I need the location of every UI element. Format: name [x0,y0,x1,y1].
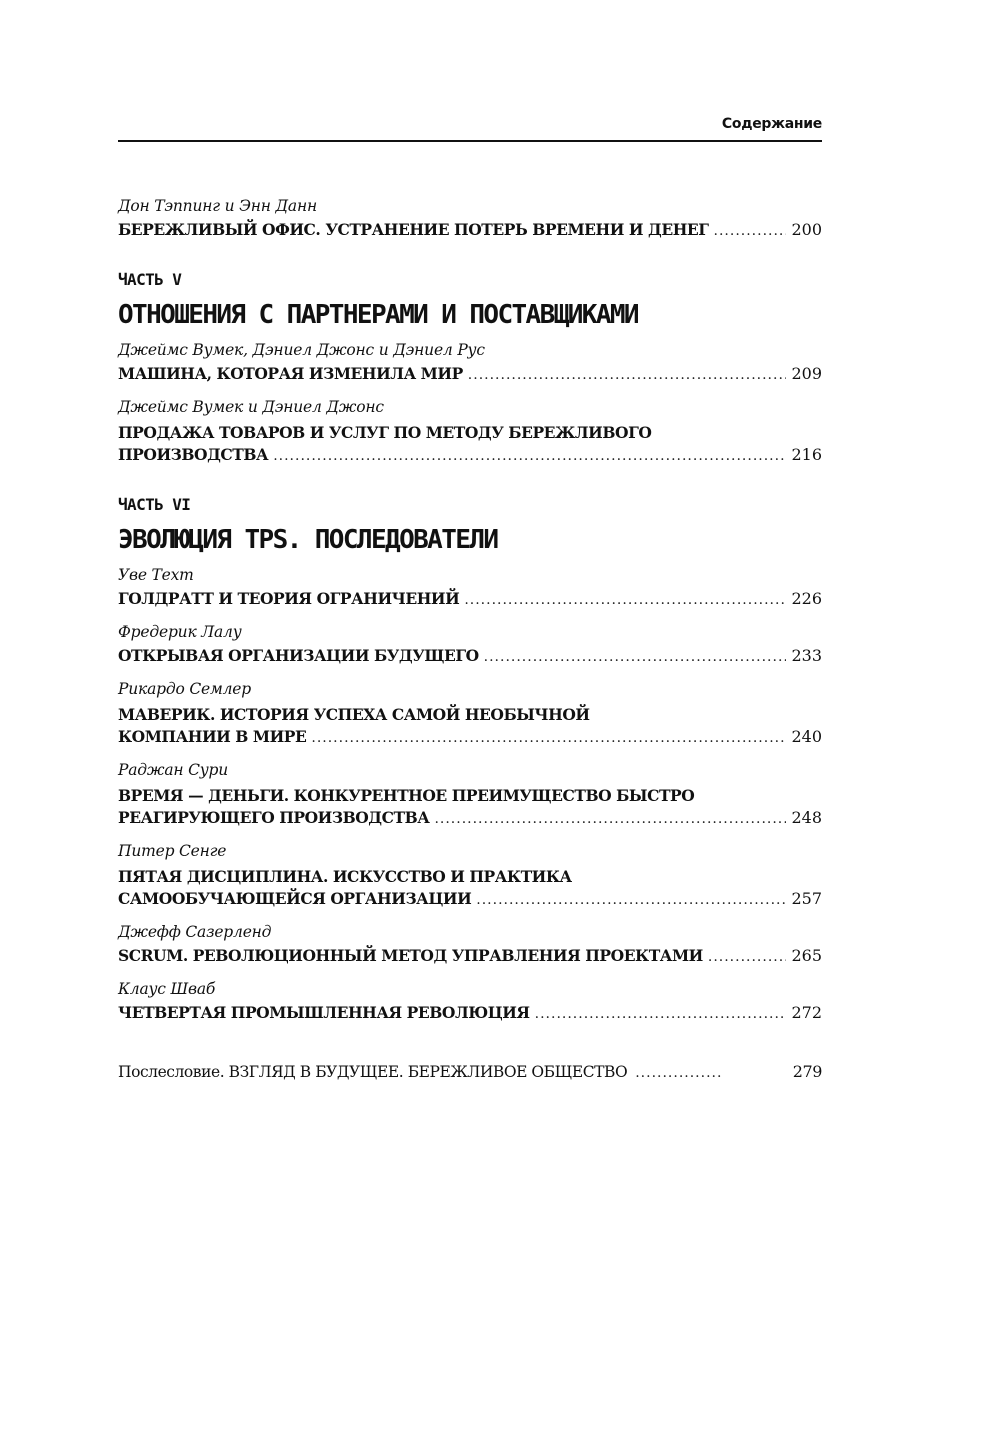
entry-author: Рикардо Семлер [118,680,251,698]
page-number: 272 [791,1003,822,1022]
toc-entry[interactable] [118,678,822,746]
leader-dots [708,949,787,965]
leader-dots [311,730,786,746]
entry-title-line: МАВЕРИК. ИСТОРИЯ УСПЕХА САМОЙ НЕОБЫЧНОЙ [118,705,590,724]
entry-author: Уве Техт [118,566,194,584]
entry-author: Дон Тэппинг и Энн Данн [118,197,317,215]
entry-row [118,445,822,464]
entry-row [118,589,822,608]
part-label: ЧАСТЬ VI [118,495,191,514]
entry-title: SCRUM. РЕВОЛЮЦИОННЫЙ МЕТОД УПРАВЛЕНИЯ ПРОЕКТАМИ [118,946,703,965]
page-number: 240 [791,727,822,746]
toc-entry[interactable] [118,195,822,239]
table-of-contents [118,195,822,1081]
entry-row [118,364,822,383]
entry-title-line: ПЯТАЯ ДИСЦИПЛИНА. ИСКУССТВО И ПРАКТИКА [118,867,572,886]
entry-title: РЕАГИРУЮЩЕГО ПРОИЗВОДСТВА [118,808,430,827]
toc-entry[interactable] [118,621,822,665]
entry-row [118,727,822,746]
entry-author: Питер Сенге [118,842,227,860]
entry-author: Фредерик Лалу [118,623,242,641]
leader-dots [476,892,786,908]
entry-row [118,1003,822,1022]
part-title: ЭВОЛЮЦИЯ TPS. ПОСЛЕДОВАТЕЛИ [118,525,498,555]
part-label: ЧАСТЬ V [118,270,182,289]
afterword-title: Послесловие. ВЗГЛЯД В БУДУЩЕЕ. БЕРЕЖЛИВОЕ ОБЩЕСТВО [118,1063,628,1081]
leader-dots [464,592,786,608]
page-number: 209 [791,364,822,383]
header-rule [118,140,822,142]
entry-title-line: ВРЕМЯ — ДЕНЬГИ. КОНКУРЕНТНОЕ ПРЕИМУЩЕСТВО БЫСТРО [118,786,695,805]
entry-title: БЕРЕЖЛИВЫЙ ОФИС. УСТРАНЕНИЕ ПОТЕРЬ ВРЕМЕНИ И ДЕНЕГ [118,220,709,239]
entry-row [118,946,822,965]
leader-dots [535,1006,787,1022]
page-number: 216 [791,445,822,464]
toc-entry[interactable] [118,921,822,965]
leader-dots [714,223,787,239]
leader-dots [635,1065,723,1081]
page-number: 265 [791,946,822,965]
entry-author: Джеймс Вумек и Дэниел Джонс [118,398,384,416]
page-number: 233 [791,646,822,665]
leader-dots [468,367,787,383]
entry-row [118,889,822,908]
page-number: 226 [791,589,822,608]
entry-title: МАШИНА, КОТОРАЯ ИЗМЕНИЛА МИР [118,364,463,383]
toc-entry[interactable] [118,564,822,608]
entry-title: САМООБУЧАЮЩЕЙСЯ ОРГАНИЗАЦИИ [118,889,472,908]
afterword-entry[interactable] [118,1062,822,1081]
entry-title: КОМПАНИИ В МИРЕ [118,727,307,746]
entry-title: ПРОИЗВОДСТВА [118,445,269,464]
entry-author: Джеймс Вумек, Дэниел Джонс и Дэниел Рус [118,341,485,359]
toc-entry[interactable] [118,339,822,383]
page-number: 200 [791,220,822,239]
running-head: Содержание [721,116,822,132]
entry-author: Клаус Шваб [118,980,216,998]
toc-entry[interactable] [118,840,822,908]
entry-author: Раджан Сури [118,761,229,779]
entry-title-line: ПРОДАЖА ТОВАРОВ И УСЛУГ ПО МЕТОДУ БЕРЕЖЛИВОГО [118,423,652,442]
top-entries [118,195,822,239]
leader-dots [434,811,786,827]
entry-title: ЧЕТВЕРТАЯ ПРОМЫШЛЕННАЯ РЕВОЛЮЦИЯ [118,1003,530,1022]
leader-dots [273,448,786,464]
part-entries [118,339,822,464]
page-number: 279 [792,1062,822,1081]
part-title: ОТНОШЕНИЯ С ПАРТНЕРАМИ И ПОСТАВЩИКАМИ [118,300,638,330]
toc-entry[interactable] [118,759,822,827]
page-number: 248 [791,808,822,827]
entry-row [118,220,822,239]
entry-title: ГОЛДРАТТ И ТЕОРИЯ ОГРАНИЧЕНИЙ [118,589,460,608]
part-entries [118,564,822,1022]
leader-dots [484,649,787,665]
entry-title: ОТКРЫВАЯ ОРГАНИЗАЦИИ БУДУЩЕГО [118,646,479,665]
page-number: 257 [791,889,822,908]
entry-author: Джефф Сазерленд [118,923,272,941]
toc-entry[interactable] [118,978,822,1022]
entry-row [118,646,822,665]
entry-row [118,808,822,827]
toc-entry[interactable] [118,396,822,464]
